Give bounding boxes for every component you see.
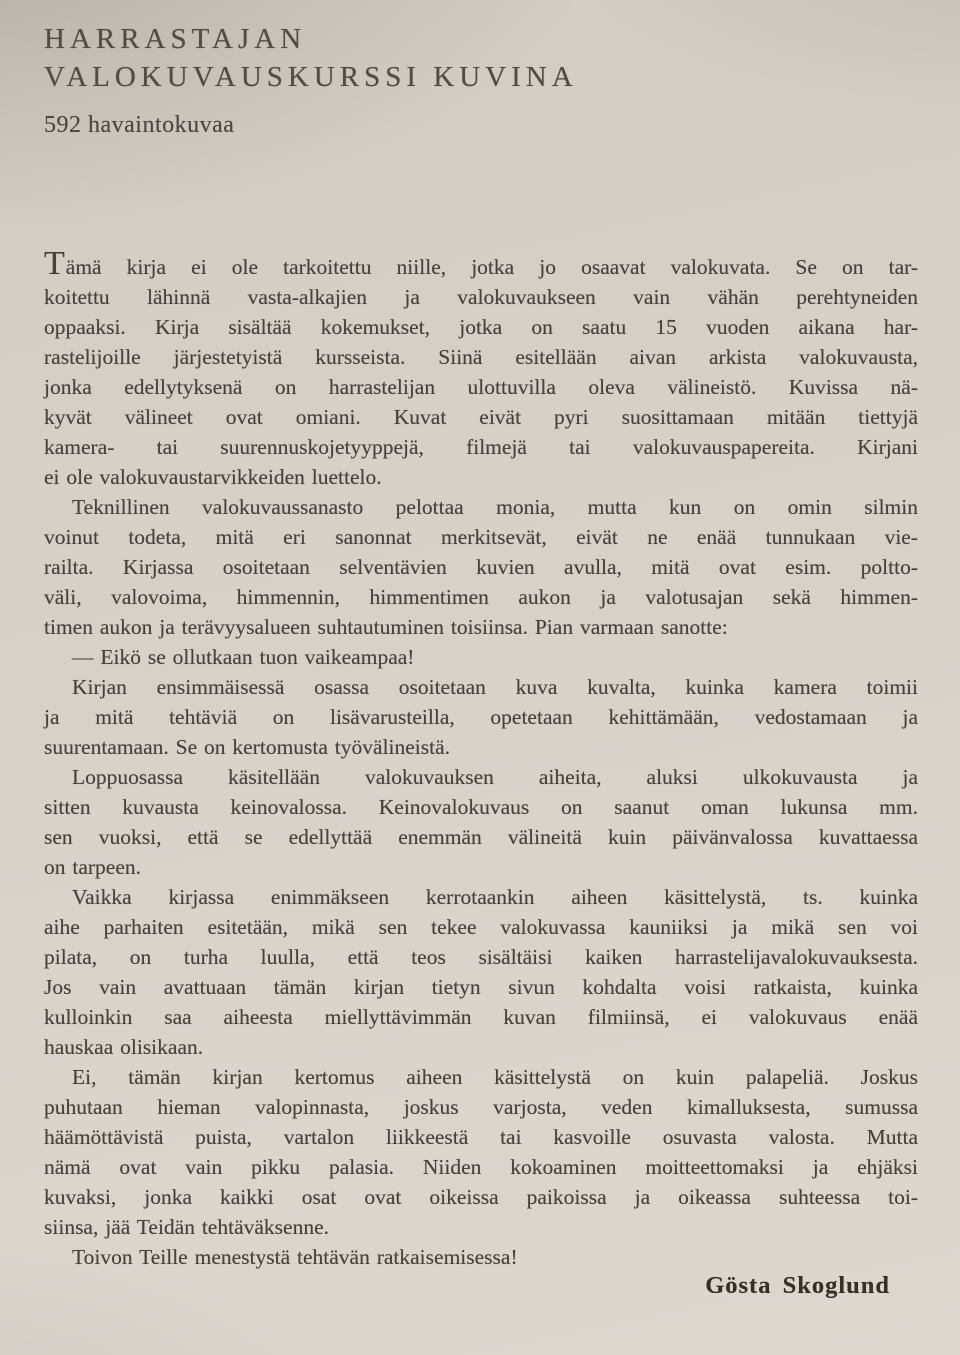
text-line: Tämä kirja ei ole tarkoitettu niille, jotka jo osaavat valokuvata. Se on tar- [44,245,918,282]
text-line: Jos vain avattuaan tämän kirjan tietyn sivun kohdalta voisi ratkaista, kuinka [44,975,918,999]
text-line: sen vuoksi, että se edellyttää enemmän välineitä kuin päivänvalossa kuvattaessa [44,825,918,849]
body-text [44,247,918,1272]
paragraph [44,642,918,672]
text-line: — Eikö se ollutkaan tuon vaikeampaa! [72,645,415,669]
text-line: Ei, tämän kirjan kertomus aiheen käsittelystä on kuin palapeliä. Joskus [72,1065,918,1089]
text-line: oppaaksi. Kirja sisältää kokemukset, jotka on saatu 15 vuoden aikana har- [44,315,918,339]
text-line: hauskaa olisikaan. [44,1035,204,1059]
text-line: Kirjan ensimmäisessä osassa osoitetaan kuva kuvalta, kuinka kamera toimii [72,675,918,699]
text-line: kulloinkin saa aiheesta miellyttävimmän kuvan filmiinsä, ei valokuvaus enää [44,1005,918,1029]
text-line: sitten kuvausta keinovalossa. Keinovalokuvaus on saanut oman lukunsa mm. [44,795,918,819]
text-line: voinut todeta, mitä eri sanonnat merkitsevät, eivät ne enää tunnukaan vie- [44,525,918,549]
paragraph [44,672,918,762]
text-line: kyvät välineet ovat omiani. Kuvat eivät pyri suosittamaan mitään tiettyjä [44,405,918,429]
paragraph [44,492,918,642]
paragraph [44,247,918,492]
title-line-2: VALOKUVAUSKURSSI KUVINA [44,61,578,93]
paragraph [44,762,918,882]
text-line: kuvaksi, jonka kaikki osat ovat oikeissa paikoissa ja oikeassa suhteessa toi- [44,1185,918,1209]
text-line: ja mitä tehtäviä on lisävarusteilla, opetetaan kehittämään, vedostamaan ja [44,705,918,729]
text-line: nämä ovat vain pikku palasia. Niiden kokoaminen moitteettomaksi ja ehjäksi [44,1155,918,1179]
text-line: jonka edellytyksenä on harrastelijan ulottuvilla oleva välineistö. Kuvissa nä- [44,375,918,399]
text-line: Teknillinen valokuvaussanasto pelottaa monia, mutta kun on omin silmin [72,495,918,519]
text-line: pilata, on turha luulla, että teos sisältäisi kaiken harrastelijavalokuvauksesta. [44,945,918,969]
text-line: aihe parhaiten esitetään, mikä sen tekee valokuvassa kauniiksi ja mikä sen voi [44,915,918,939]
drop-cap-initial: T [44,245,66,282]
text-line: väli, valovoima, himmennin, himmentimen aukon ja valotusajan sekä himmen- [44,585,918,609]
paragraph [44,882,918,1062]
page-title [44,20,578,96]
text-line: ei ole valokuvaustarvikkeiden luettelo. [44,465,382,489]
text-line: häämöttävistä puista, vartalon liikkeestä tai kasvoille osuvasta valosta. Mutta [44,1125,918,1149]
title-line-1: HARRASTAJAN [44,23,307,55]
text-line: puhutaan hieman valopinnasta, joskus varjosta, veden kimalluksesta, sumussa [44,1095,918,1119]
text-line: Toivon Teille menestystä tehtävän ratkaisemisessa! [72,1245,518,1269]
text-line: on tarpeen. [44,855,142,879]
text-line: siinsa, jää Teidän tehtäväksenne. [44,1215,329,1239]
page-subtitle: 592 havaintokuvaa [44,112,235,138]
paragraph [44,1062,918,1242]
text-line: koitettu lähinnä vasta-alkajien ja valokuvaukseen vain vähän perehtyneiden [44,285,918,309]
text-line: rastelijoille järjestetyistä kursseista. Siinä esitellään aivan arkista valokuvausta, [44,345,918,369]
text-line: kamera- tai suurennuskojetyyppejä, filmejä tai valokuvauspapereita. Kirjani [44,435,918,459]
text-line: suurentamaan. Se on kertomusta työvälineistä. [44,735,451,759]
text-line: timen aukon ja terävyysalueen suhtautuminen toisiinsa. Pian varmaan sanotte: [44,615,728,639]
text-line: Vaikka kirjassa enimmäkseen kerrotaankin aiheen käsittelystä, ts. kuinka [72,885,918,909]
text-line: railta. Kirjassa osoitetaan selventävien kuvien avulla, mitä ovat esim. poltto- [44,555,918,579]
text-line: Loppuosassa käsitellään valokuvauksen aiheita, aluksi ulkokuvausta ja [72,765,918,789]
paragraph [44,1242,918,1272]
author-signature: Gösta Skoglund [705,1272,890,1299]
